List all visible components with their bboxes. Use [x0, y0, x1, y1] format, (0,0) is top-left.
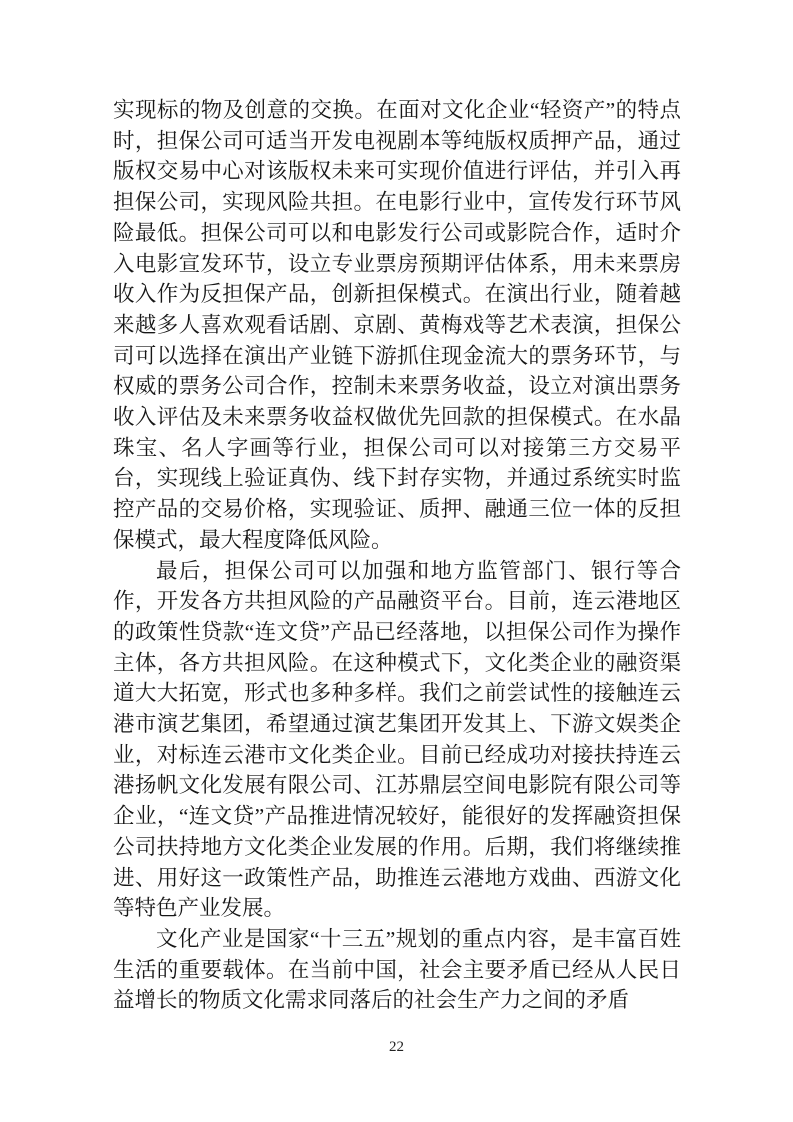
paragraph: 文化产业是国家“十三五”规划的重点内容，是丰富百姓生活的重要载体。在当前中国，社会主要矛盾已经从人民日益增长的物质文化需求同落后的社会生产力之间的矛盾 — [113, 926, 681, 1013]
text-body — [113, 95, 681, 1016]
paragraph-continued: 实现标的物及创意的交换。在面对文化企业“轻资产”的特点时，担保公司可适当开发电视剧本等纯版权质押产品，通过版权交易中心对该版权未来可实现价值进行评估，并引入再担保公司，实现风险共担。在电影行业中，宣传发行环节风险最低。担保公司可以和电影发行公司或影院合作，适时介入电影宣发环节，设立专业票房预期评估体系，用未来票房收入作为反担保产品，创新担保模式。在演出行业，随着越来越多人喜欢观看话剧、京剧、黄梅戏等艺术表演，担保公司可以选择在演出产业链下游抓住现金流大的票务环节，与权威的票务公司合作，控制未来票务收益，设立对演出票务收入评估及未来票务收益权做优先回款的担保模式。在水晶珠宝、名人字画等行业，担保公司可以对接第三方交易平台，实现线上验证真伪、线下封存实物，并通过系统实时监控产品的交易价格，实现验证、质押、融通三位一体的反担保模式，最大程度降低风险。 — [113, 98, 681, 552]
page-number: 22 — [389, 1039, 404, 1055]
paragraph: 最后，担保公司可以加强和地方监管部门、银行等合作，开发各方共担风险的产品融资平台。目前，连云港地区的政策性贷款“连文贷”产品已经落地，以担保公司作为操作主体，各方共担风险。在这种模式下，文化类企业的融资渠道大大拓宽，形式也多种多样。我们之前尝试性的接触连云港市演艺集团，希望通过演艺集团开发其上、下游文娱类企业，对标连云港市文化类企业。目前已经成功对接扶持连云港扬帆文化发展有限公司、江苏鼎层空间电影院有限公司等企业，“连文贷”产品推进情况较好，能很好的发挥融资担保公司扶持地方文化类企业发展的作用。后期，我们将继续推进、用好这一政策性产品，助推连云港地方戏曲、西游文化等特色产业发展。 — [113, 558, 681, 921]
